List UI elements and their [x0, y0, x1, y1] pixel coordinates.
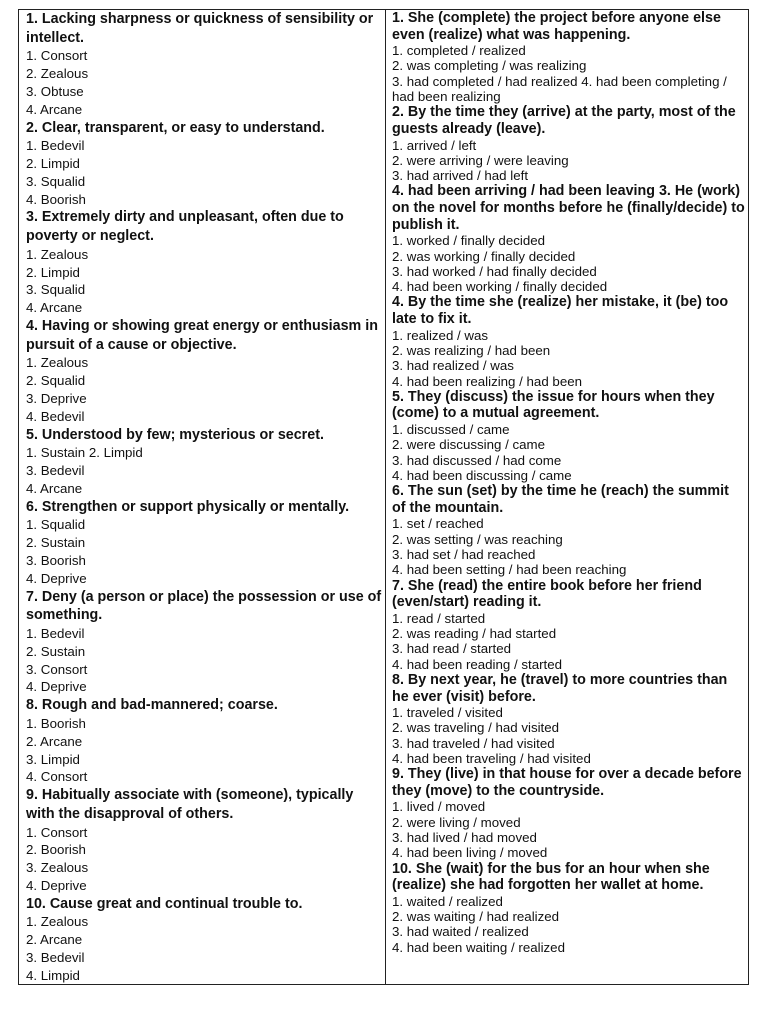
answer-option: 2. were living / moved — [392, 814, 521, 830]
grammar-question-9 — [392, 766, 745, 860]
answer-option: 2. was setting / was reaching — [392, 531, 563, 547]
answer-option: 1. arrived / left — [392, 137, 477, 153]
question-text: 3. Extremely dirty and unpleasant, often due to poverty or neglect. — [26, 209, 344, 245]
answer-option: 2. Limpid — [26, 156, 80, 172]
answer-option: 2. Zealous — [26, 66, 89, 82]
answer-option: 3. Obtuse — [26, 84, 84, 99]
answer-option: 2. were discussing / came — [392, 437, 545, 453]
answer-option: 4. Deprive — [26, 570, 87, 586]
question-text: 4. had been arriving / had been leaving 3. He (work) on the novel for months before he (finally/decide) to publish it. — [392, 183, 745, 233]
question-text: 2. By the time they (arrive) at the party, most of the guests already (leave). — [392, 104, 736, 137]
answer-option: 4. had been realizing / had been — [392, 373, 583, 389]
answer-option: 3. had traveled / had visited — [392, 735, 555, 751]
answer-option: 1. Bedevil — [26, 138, 85, 154]
answer-option: 1. Zealous — [26, 355, 89, 371]
answer-option: 2. Boorish — [26, 842, 86, 858]
answer-option: 3. had read / started — [392, 641, 512, 657]
vocabulary-question-2 — [26, 119, 382, 209]
vocabulary-question-9 — [26, 786, 382, 895]
vocabulary-question-3 — [26, 208, 382, 317]
question-text: 5. They (discuss) the issue for hours when they (come) to a mutual agreement. — [392, 388, 715, 422]
answer-option: 4. Arcane — [26, 480, 83, 496]
grammar-question-6 — [392, 483, 745, 577]
answer-option: 1. Boorish — [26, 715, 86, 731]
answer-option: 4. Arcane — [26, 101, 83, 117]
vocabulary-question-7 — [26, 588, 382, 697]
question-text: 2. Clear, transparent, or easy to understand. — [26, 119, 325, 136]
answer-option: 1. Sustain 2. Limpid — [26, 445, 143, 461]
answer-option: 4. Deprive — [26, 679, 87, 695]
answer-option: 1. set / reached — [392, 516, 484, 532]
question-text: 9. Habitually associate with (someone), typically with the disapproval of others. — [26, 787, 354, 822]
answer-option: 2. Squalid — [26, 373, 86, 389]
grammar-question-5 — [392, 389, 745, 483]
question-text: 5. Understood by few; mysterious or secret. — [26, 426, 324, 443]
question-text: 4. Having or showing great energy or enthusiasm in pursuit of a cause or objective. — [26, 318, 378, 353]
answer-option: 3. had waited / realized — [392, 924, 529, 940]
grammar-question-3 — [392, 183, 745, 294]
vocabulary-question-1 — [26, 10, 382, 119]
answer-option: 4. had been setting / had been reaching — [392, 562, 627, 578]
vocabulary-question-5 — [26, 426, 382, 498]
answer-option: 2. Arcane — [26, 932, 83, 948]
answer-option: 1. Consort — [26, 48, 88, 64]
grammar-question-8 — [392, 672, 745, 766]
grammar-question-7 — [392, 578, 745, 672]
answer-option: 4. had been living / moved — [392, 845, 548, 861]
answer-option: 4. Boorish — [26, 191, 86, 207]
answer-option: 4. Consort — [26, 769, 88, 785]
vocabulary-question-4 — [26, 317, 382, 426]
answer-option: 4. Deprive — [26, 877, 87, 893]
answer-option: 1. Zealous — [26, 246, 89, 262]
worksheet-table — [18, 9, 749, 985]
grammar-column — [386, 10, 749, 984]
grammar-question-10 — [392, 861, 745, 955]
answer-option: 3. Squalid — [26, 173, 86, 189]
answer-option: 3. had arrived / had left — [392, 168, 529, 184]
answer-option: 3. Consort — [26, 661, 88, 677]
answer-option: 1. read / started — [392, 610, 486, 626]
answer-option: 2. was completing / was realizing — [392, 58, 587, 74]
answer-option: 2. Arcane — [26, 733, 83, 749]
question-text: 9. They (live) in that house for over a decade before they (move) to the countryside. — [392, 766, 742, 799]
answer-option: 2. Sustain — [26, 535, 86, 551]
question-text: 6. Strengthen or support physically or mentally. — [26, 498, 350, 515]
question-text: 7. She (read) the entire book before her friend (even/start) reading it. — [392, 577, 702, 611]
grammar-question-2 — [392, 104, 745, 183]
answer-option: 4. Arcane — [26, 300, 83, 316]
answer-option: 3. Deprive — [26, 391, 87, 407]
vocabulary-question-10 — [26, 895, 382, 985]
answer-option: 2. Sustain — [26, 643, 86, 659]
answer-option: 3. had lived / had moved — [392, 830, 537, 846]
answer-option: 1. Bedevil — [26, 626, 85, 642]
answer-option: 1. waited / realized — [392, 893, 503, 909]
answer-option: 1. Squalid — [26, 517, 86, 533]
answer-option: 1. worked / finally decided — [392, 233, 545, 249]
question-text: 8. Rough and bad-mannered; coarse. — [26, 697, 278, 714]
answer-option: 4. had been traveling / had visited — [392, 751, 591, 766]
answer-option: 2. was realizing / had been — [392, 342, 551, 358]
question-text: 6. The sun (set) by the time he (reach) the summit of the mountain. — [392, 483, 729, 516]
vocabulary-column — [19, 10, 385, 984]
grammar-question-1 — [392, 10, 745, 104]
answer-option: 3. had set / had reached — [392, 546, 536, 562]
answer-option: 4. had been working / finally decided — [392, 279, 608, 295]
answer-option: 1. realized / was — [392, 327, 489, 343]
answer-option: 3. had discussed / had come — [392, 452, 562, 468]
answer-option: 3. Bedevil — [26, 950, 85, 966]
answer-option: 2. were arriving / were leaving — [392, 152, 569, 168]
answer-option: 2. was traveling / had visited — [392, 720, 560, 736]
question-text: 1. Lacking sharpness or quickness of sensibility or intellect. — [26, 11, 374, 46]
answer-option: 4. had been reading / started — [392, 656, 563, 672]
answer-option: 2. was waiting / had realized — [392, 909, 560, 925]
answer-option: 4. had been discussing / came — [392, 467, 572, 483]
answer-option: 1. Consort — [26, 824, 88, 840]
answer-option: 1. lived / moved — [392, 799, 486, 815]
answer-option: 3. Zealous — [26, 860, 89, 876]
answer-option: 3. had worked / had finally decided — [392, 263, 597, 279]
answer-option: 4. Limpid — [26, 967, 80, 983]
answer-option: 3. Limpid — [26, 751, 80, 767]
answer-option: 1. completed / realized — [392, 43, 526, 59]
answer-option: 2. was reading / had started — [392, 626, 557, 642]
answer-option: 2. Limpid — [26, 264, 80, 280]
answer-option: 3. Boorish — [26, 553, 86, 569]
vocabulary-question-8 — [26, 696, 382, 786]
question-text: 1. She (complete) the project before anyone else even (realize) what was happening. — [392, 10, 721, 43]
question-text: 4. By the time she (realize) her mistake, it (be) too late to fix it. — [392, 294, 729, 328]
grammar-question-4 — [392, 294, 745, 388]
answer-option: 2. was working / finally decided — [392, 248, 576, 264]
answer-option: 4. Bedevil — [26, 408, 85, 424]
answer-option: 1. Zealous — [26, 914, 89, 930]
answer-option: 3. Squalid — [26, 282, 86, 298]
answer-option: 3. had completed / had realized 4. had been completing / had been realizing — [392, 73, 727, 105]
question-text: 10. Cause great and continual trouble to. — [26, 895, 303, 912]
vocabulary-question-6 — [26, 498, 382, 588]
answer-option: 1. traveled / visited — [392, 705, 503, 721]
question-text: 7. Deny (a person or place) the possession or use of something. — [26, 588, 382, 624]
answer-option: 4. had been waiting / realized — [392, 939, 565, 955]
answer-option: 3. had realized / was — [392, 358, 514, 374]
question-text: 10. She (wait) for the bus for an hour when she (realize) she had forgotten her wallet at home. — [392, 860, 710, 894]
question-text: 8. By next year, he (travel) to more countries than he ever (visit) before. — [392, 671, 728, 705]
answer-option: 3. Bedevil — [26, 463, 85, 479]
answer-option: 1. discussed / came — [392, 421, 510, 437]
